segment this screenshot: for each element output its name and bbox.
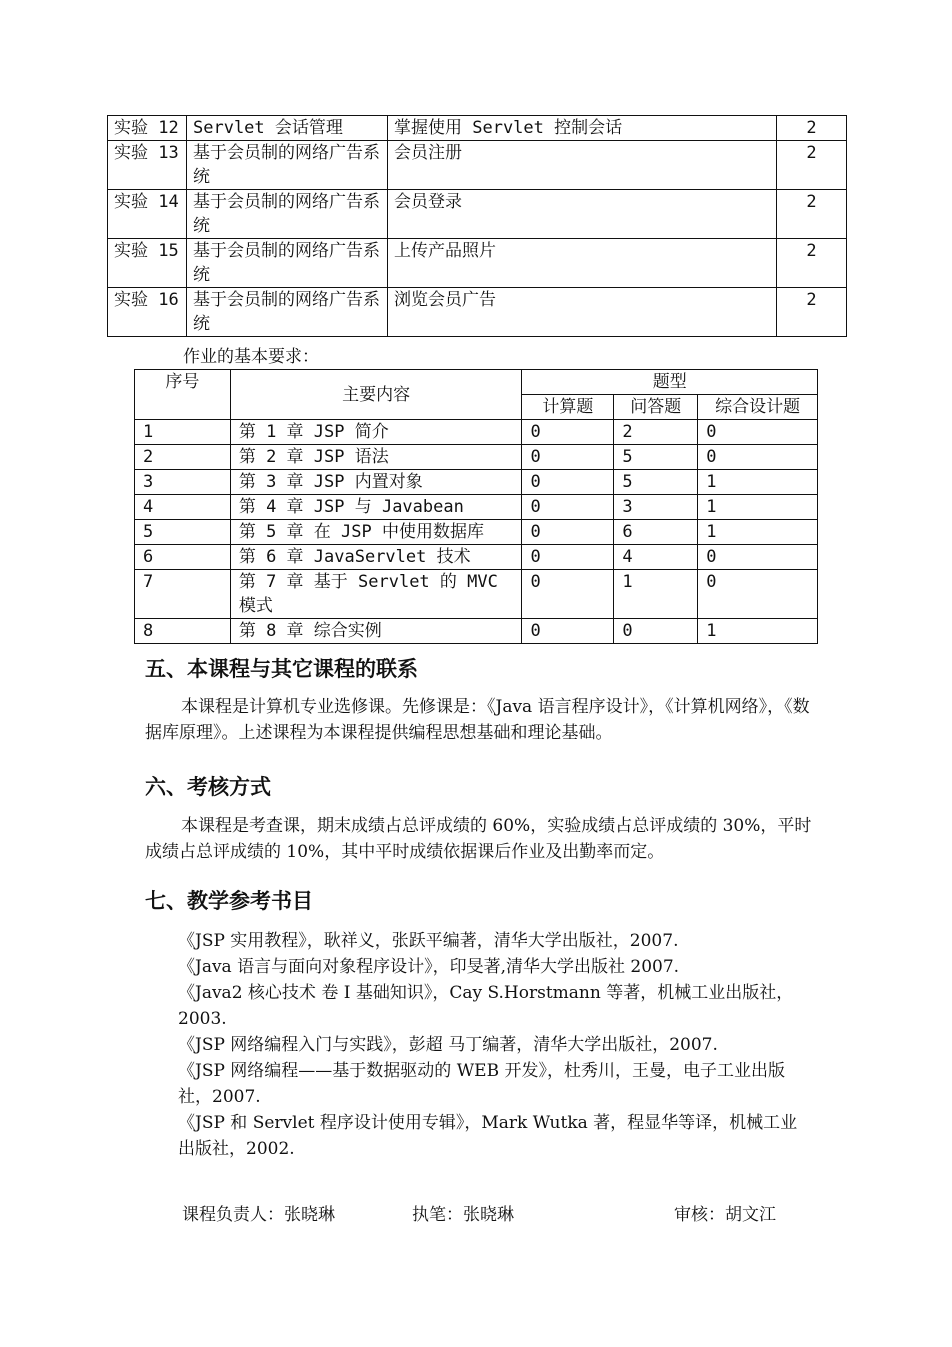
- cell-no: 4: [135, 495, 231, 520]
- header-qa: 问答题: [614, 395, 698, 420]
- cell-design: 0: [698, 545, 818, 570]
- experiment-content: 会员注册: [388, 141, 777, 190]
- table-row: [135, 570, 818, 619]
- cell-design: 1: [698, 495, 818, 520]
- cell-content: 第 8 章 综合实例: [230, 619, 522, 644]
- table-row: [135, 420, 818, 445]
- section-5-title: 五、本课程与其它课程的联系: [145, 657, 418, 681]
- course-writer: 执笔：张晓琳: [412, 1205, 514, 1225]
- cell-calc: 0: [522, 570, 614, 619]
- reference-item: 《Java2 核心技术 卷 I 基础知识》，Cay S.Horstmann 等著，机械工业出版社，2003.: [178, 983, 794, 1029]
- experiment-hours: 2: [777, 190, 847, 239]
- section-5-text: 本课程是计算机专业选修课。先修课是：《Java 语言程序设计》，《计算机网络》，《数据库原理》。上述课程为本课程提供编程思想基础和理论基础。: [145, 697, 810, 743]
- experiment-id: 实验 12: [108, 116, 187, 141]
- experiment-name: 基于会员制的网络广告系统: [187, 288, 388, 337]
- cell-calc: 0: [522, 520, 614, 545]
- table-row: [135, 520, 818, 545]
- cell-no: 1: [135, 420, 231, 445]
- header-no: 序号: [135, 370, 231, 420]
- experiment-content: 掌握使用 Servlet 控制会话: [388, 116, 777, 141]
- table-row: [108, 190, 847, 239]
- cell-content: 第 2 章 JSP 语法: [230, 445, 522, 470]
- cell-qa: 5: [614, 470, 698, 495]
- cell-design: 1: [698, 470, 818, 495]
- cell-design: 0: [698, 445, 818, 470]
- experiment-id: 实验 14: [108, 190, 187, 239]
- cell-design: 1: [698, 619, 818, 644]
- table-row: [135, 545, 818, 570]
- cell-no: 5: [135, 520, 231, 545]
- cell-design: 1: [698, 520, 818, 545]
- course-owner: 课程负责人：张晓琳: [182, 1205, 335, 1225]
- header-type: 题型: [522, 370, 818, 395]
- experiment-hours: 2: [777, 141, 847, 190]
- experiment-id: 实验 16: [108, 288, 187, 337]
- experiment-content: 上传产品照片: [388, 239, 777, 288]
- reference-item: 《JSP 和 Servlet 程序设计使用专辑》，Mark Wutka 著，程显华等译，机械工业出版社，2002.: [178, 1113, 798, 1159]
- header-design: 综合设计题: [698, 395, 818, 420]
- cell-no: 3: [135, 470, 231, 495]
- header-calc: 计算题: [522, 395, 614, 420]
- table-row: [108, 239, 847, 288]
- cell-no: 8: [135, 619, 231, 644]
- experiment-content: 浏览会员广告: [388, 288, 777, 337]
- cell-content: 第 6 章 JavaServlet 技术: [230, 545, 522, 570]
- cell-design: 0: [698, 570, 818, 619]
- experiment-hours: 2: [777, 116, 847, 141]
- table-row: [108, 141, 847, 190]
- reference-list: [178, 928, 814, 1162]
- experiment-table: [107, 115, 847, 337]
- table-header-row: [135, 370, 818, 395]
- reference-item: 《JSP 网络编程——基于数据驱动的 WEB 开发》，杜秀川，王曼，电子工业出版社，2007.: [178, 1061, 785, 1107]
- section-6-text: 本课程是考查课，期末成绩占总评成绩的 60%，实验成绩占总评成绩的 30%，平时成绩占总评成绩的 10%，其中平时成绩依据课后作业及出勤率而定。: [145, 816, 812, 862]
- cell-calc: 0: [522, 445, 614, 470]
- cell-no: 2: [135, 445, 231, 470]
- cell-content: 第 3 章 JSP 内置对象: [230, 470, 522, 495]
- experiment-name: 基于会员制的网络广告系统: [187, 190, 388, 239]
- homework-table: [134, 369, 818, 644]
- cell-content: 第 4 章 JSP 与 Javabean: [230, 495, 522, 520]
- cell-content: 第 7 章 基于 Servlet 的 MVC 模式: [230, 570, 522, 619]
- reference-item: 《JSP 网络编程入门与实践》，彭超 马丁编著，清华大学出版社，2007.: [178, 1035, 718, 1055]
- cell-qa: 0: [614, 619, 698, 644]
- experiment-name: 基于会员制的网络广告系统: [187, 141, 388, 190]
- cell-qa: 3: [614, 495, 698, 520]
- cell-calc: 0: [522, 420, 614, 445]
- table-row: [108, 116, 847, 141]
- table-row: [135, 619, 818, 644]
- header-content: 主要内容: [230, 370, 522, 420]
- experiment-hours: 2: [777, 288, 847, 337]
- table-row: [135, 470, 818, 495]
- cell-calc: 0: [522, 470, 614, 495]
- experiment-id: 实验 15: [108, 239, 187, 288]
- table-row: [108, 288, 847, 337]
- reference-item: 《Java 语言与面向对象程序设计》，印旻著,清华大学出版社 2007.: [178, 957, 680, 977]
- course-reviewer: 审核：胡文江: [674, 1205, 776, 1225]
- section-6-title: 六、考核方式: [145, 775, 271, 799]
- experiment-name: Servlet 会话管理: [187, 116, 388, 141]
- cell-content: 第 5 章 在 JSP 中使用数据库: [230, 520, 522, 545]
- cell-qa: 6: [614, 520, 698, 545]
- experiment-content: 会员登录: [388, 190, 777, 239]
- experiment-id: 实验 13: [108, 141, 187, 190]
- cell-qa: 4: [614, 545, 698, 570]
- cell-no: 7: [135, 570, 231, 619]
- cell-qa: 5: [614, 445, 698, 470]
- experiment-name: 基于会员制的网络广告系统: [187, 239, 388, 288]
- cell-no: 6: [135, 545, 231, 570]
- section-7-title: 七、教学参考书目: [145, 889, 313, 913]
- cell-calc: 0: [522, 545, 614, 570]
- table-row: [135, 495, 818, 520]
- cell-qa: 2: [614, 420, 698, 445]
- cell-calc: 0: [522, 619, 614, 644]
- experiment-hours: 2: [777, 239, 847, 288]
- cell-calc: 0: [522, 495, 614, 520]
- cell-qa: 1: [614, 570, 698, 619]
- cell-content: 第 1 章 JSP 简介: [230, 420, 522, 445]
- cell-design: 0: [698, 420, 818, 445]
- reference-item: 《JSP 实用教程》，耿祥义，张跃平编著，清华大学出版社，2007.: [178, 931, 679, 951]
- table-row: [135, 445, 818, 470]
- homework-title: 作业的基本要求：: [183, 347, 319, 367]
